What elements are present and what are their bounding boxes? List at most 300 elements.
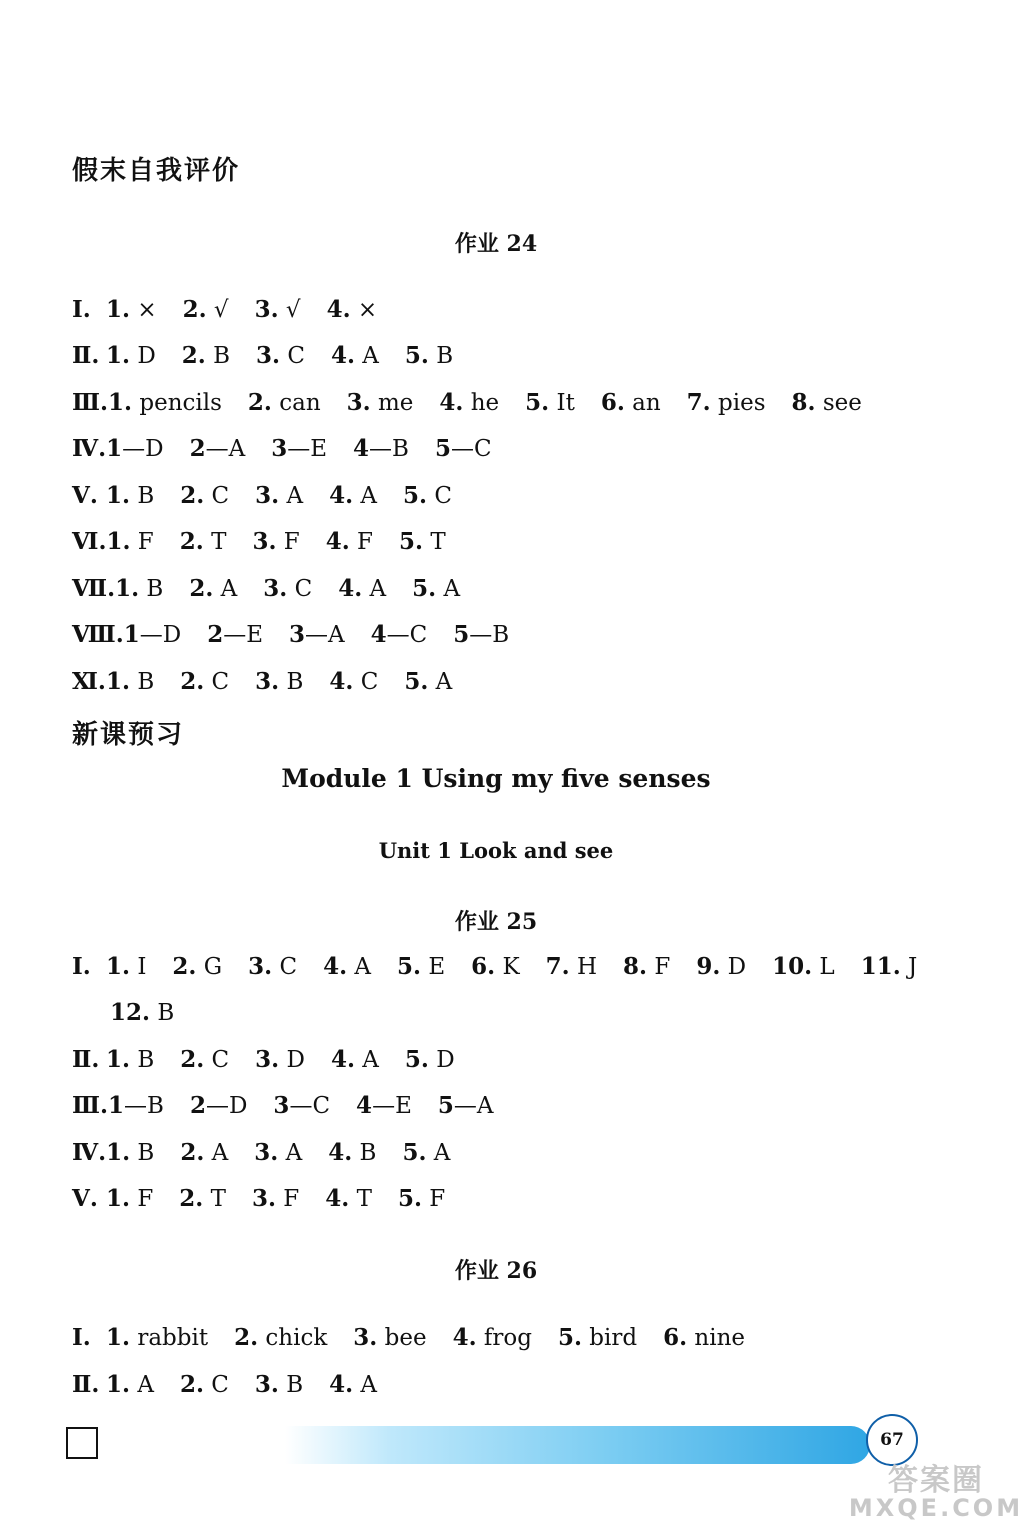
question-number: 1 — [108, 1092, 125, 1119]
question-number: 1. — [106, 1371, 131, 1398]
roman-numeral: Ⅰ. — [72, 953, 91, 980]
answer-item — [180, 1135, 228, 1171]
answer-value: —C — [289, 1093, 331, 1119]
answer-item — [106, 1367, 154, 1403]
roman-numeral: Ⅴ. — [72, 1185, 98, 1212]
question-number: 3. — [255, 1046, 280, 1073]
question-number: 2. — [180, 482, 205, 509]
answer-item — [252, 524, 299, 560]
answer-item — [248, 385, 321, 421]
answer-value: A — [347, 954, 371, 980]
answer-value: B — [139, 576, 164, 602]
answer-item — [183, 292, 229, 328]
answer-value: F — [421, 1186, 446, 1212]
answer-value: A — [130, 1372, 154, 1398]
answer-item — [172, 949, 222, 985]
question-number: 8. — [623, 953, 648, 980]
answer-value: A — [279, 483, 304, 509]
answer-value: F — [130, 529, 154, 555]
answer-value: B — [130, 669, 155, 695]
answer-item — [255, 478, 303, 514]
section-title-review: 假末自我评价 — [72, 156, 241, 186]
answer-item — [558, 1320, 637, 1356]
question-number: 6. — [663, 1324, 688, 1351]
answer-item — [327, 292, 378, 328]
answer-item — [180, 478, 229, 514]
question-number: 3 — [271, 435, 288, 462]
answer-value: pencils — [132, 390, 222, 416]
question-number: 5 — [437, 1092, 454, 1119]
answer-value: F — [647, 954, 671, 980]
question-number: 2. — [189, 575, 214, 602]
answer-item — [207, 617, 263, 653]
answer-item — [255, 664, 303, 700]
answer-value: bee — [377, 1325, 427, 1351]
question-number: 4 — [353, 435, 370, 462]
answer-item — [106, 949, 146, 985]
answer-item — [106, 1320, 208, 1356]
question-number: 3 — [273, 1092, 290, 1119]
question-number: 5. — [404, 1046, 429, 1073]
question-number: 2. — [182, 296, 207, 323]
answer-value: √ — [278, 297, 301, 323]
question-number: 6. — [600, 389, 625, 416]
answer-item — [106, 1181, 153, 1217]
answer-value: H — [569, 954, 598, 980]
answer-value: T — [203, 1186, 226, 1212]
question-number: 4. — [452, 1324, 477, 1351]
question-number: 2. — [179, 1185, 204, 1212]
answer-item — [331, 1042, 379, 1078]
answer-value: C — [204, 1047, 230, 1073]
answer-value: C — [272, 954, 298, 980]
answer-value: —E — [223, 622, 263, 648]
answer-row — [72, 524, 472, 560]
answer-value: J — [900, 954, 918, 980]
answer-value: —D — [139, 622, 182, 648]
answer-item — [289, 617, 345, 653]
answer-value: —C — [450, 436, 492, 462]
answer-value: F — [130, 1186, 154, 1212]
answer-item — [254, 1135, 302, 1171]
answer-value: A — [213, 576, 238, 602]
answer-value: A — [428, 669, 453, 695]
answer-item — [353, 431, 409, 467]
roman-numeral: Ⅷ. — [72, 621, 124, 648]
question-number: 4. — [330, 342, 355, 369]
answer-value: —B — [124, 1093, 164, 1119]
answer-item — [248, 949, 297, 985]
answer-item — [405, 338, 453, 374]
question-number: 1. — [106, 1139, 131, 1166]
answer-item — [601, 385, 661, 421]
answer-value: F — [349, 529, 374, 555]
answer-item — [234, 1320, 327, 1356]
answer-value: I — [130, 954, 147, 980]
question-number: 1. — [108, 389, 133, 416]
homework-title-24: 作业 24 — [454, 231, 538, 257]
answer-row — [72, 949, 943, 985]
question-number: 2. — [247, 389, 272, 416]
answer-value: C — [287, 576, 313, 602]
question-number: 2. — [181, 342, 206, 369]
question-number: 4. — [329, 482, 354, 509]
question-number: 7. — [545, 953, 570, 980]
question-number: 3 — [289, 621, 306, 648]
answer-value: an — [624, 390, 661, 416]
answer-item — [435, 431, 492, 467]
answer-value: A — [354, 343, 379, 369]
answer-item — [255, 1042, 305, 1078]
page-number: 67 — [866, 1414, 918, 1466]
answer-value: A — [353, 1372, 378, 1398]
answer-value: A — [354, 1047, 379, 1073]
answer-value: —B — [369, 436, 409, 462]
question-number: 11. — [860, 953, 901, 980]
answer-item — [338, 571, 386, 607]
question-number: 4 — [356, 1092, 373, 1119]
answer-item — [439, 385, 499, 421]
answer-value: × — [350, 297, 378, 323]
question-number: 3. — [254, 296, 279, 323]
answer-value: —E — [287, 436, 328, 462]
answer-row — [72, 1320, 771, 1356]
roman-numeral: Ⅳ. — [72, 435, 107, 462]
answer-item — [438, 1088, 494, 1124]
answer-value: F — [276, 529, 300, 555]
answer-item — [325, 1181, 372, 1217]
answer-item — [792, 385, 862, 421]
watermark-logo — [846, 1463, 1026, 1532]
roman-numeral: Ⅱ. — [72, 1371, 100, 1398]
roman-numeral: Ⅲ. — [72, 1092, 109, 1119]
answer-item — [271, 431, 327, 467]
answer-item — [108, 1088, 164, 1124]
question-number: 4. — [338, 575, 363, 602]
question-number: 1. — [106, 1046, 131, 1073]
answer-row — [72, 385, 888, 421]
answer-item — [329, 1367, 377, 1403]
answer-item — [106, 524, 153, 560]
roman-numeral: Ⅵ. — [72, 528, 107, 555]
answer-item — [329, 478, 377, 514]
question-number: 1. — [106, 953, 131, 980]
homework-title-26: 作业 26 — [454, 1258, 538, 1284]
question-number: 3. — [248, 953, 273, 980]
page-corner-box — [66, 1427, 98, 1459]
question-number: 1. — [106, 342, 131, 369]
answer-value: B — [352, 1140, 377, 1166]
answer-value: me — [370, 390, 414, 416]
unit-title: Unit 1 Look and see — [378, 838, 614, 863]
answer-value: bird — [582, 1325, 638, 1351]
answer-value: rabbit — [130, 1325, 209, 1351]
answer-value: —A — [205, 436, 246, 462]
answer-row — [72, 664, 478, 700]
answer-item — [453, 1320, 532, 1356]
answer-value: B — [150, 1000, 175, 1026]
answer-item — [471, 949, 520, 985]
answer-item — [124, 617, 181, 653]
answer-value: see — [815, 390, 862, 416]
answer-item — [403, 478, 452, 514]
answer-value: G — [196, 954, 223, 980]
answer-value: B — [130, 1140, 155, 1166]
answer-value: A — [278, 1140, 303, 1166]
roman-numeral: Ⅰ. — [72, 296, 91, 323]
answer-item — [180, 1367, 229, 1403]
answer-value: —C — [386, 622, 428, 648]
answer-item — [371, 617, 428, 653]
answer-row — [72, 431, 518, 467]
answer-row — [72, 478, 478, 514]
answer-item — [399, 524, 446, 560]
answer-value: T — [203, 529, 227, 555]
answer-value: B — [130, 1047, 155, 1073]
answer-value: T — [423, 529, 446, 555]
answer-item — [328, 1135, 376, 1171]
question-number: 3. — [251, 1185, 276, 1212]
answer-item — [108, 385, 222, 421]
answer-value: B — [278, 1372, 304, 1398]
question-number: 1 — [123, 621, 140, 648]
question-number: 5. — [403, 482, 428, 509]
question-number: 1. — [115, 575, 140, 602]
question-number: 2. — [179, 1371, 204, 1398]
answer-row — [72, 292, 403, 328]
answer-value: he — [463, 390, 500, 416]
question-number: 3. — [353, 1324, 378, 1351]
footer-band — [285, 1426, 870, 1464]
answer-item — [347, 385, 414, 421]
question-number: 1. — [106, 296, 131, 323]
answer-value: A — [426, 1140, 451, 1166]
question-number: 4. — [329, 668, 354, 695]
answer-value: C — [204, 483, 230, 509]
question-number: 6. — [471, 953, 496, 980]
question-number: 5 — [434, 435, 451, 462]
question-number: 2 — [207, 621, 224, 648]
answer-value: C — [204, 669, 230, 695]
answer-item — [110, 995, 174, 1031]
roman-numeral: Ⅲ. — [72, 389, 109, 416]
answer-value: D — [428, 1047, 455, 1073]
answer-item — [405, 1042, 455, 1078]
answer-value: —B — [469, 622, 510, 648]
question-number: 12. — [110, 999, 151, 1026]
question-number: 1. — [106, 482, 131, 509]
question-number: 10. — [772, 953, 813, 980]
question-number: 2. — [234, 1324, 259, 1351]
answer-item — [273, 1088, 330, 1124]
answer-value: T — [349, 1186, 372, 1212]
answer-value: A — [362, 576, 387, 602]
question-number: 3. — [255, 482, 280, 509]
answer-value: D — [279, 1047, 305, 1073]
answer-item — [106, 431, 163, 467]
question-number: 2. — [179, 528, 204, 555]
answer-row — [72, 571, 486, 607]
roman-numeral: Ⅴ. — [72, 482, 98, 509]
answer-value: √ — [206, 297, 229, 323]
answer-row — [72, 338, 479, 374]
answer-item — [106, 478, 154, 514]
question-number: 3. — [256, 342, 281, 369]
answer-item — [256, 338, 305, 374]
question-number: 4. — [330, 1046, 355, 1073]
question-number: 4. — [328, 1139, 353, 1166]
question-number: 8. — [791, 389, 816, 416]
section-title-preview: 新课预习 — [72, 720, 185, 750]
answer-item — [182, 338, 230, 374]
answer-value: E — [421, 954, 446, 980]
question-number: 5. — [397, 1185, 422, 1212]
answer-value: —A — [305, 622, 345, 648]
answer-item — [115, 571, 163, 607]
watermark-top: 答案圈 — [888, 1463, 984, 1498]
question-number: 1. — [106, 1185, 131, 1212]
answer-row — [72, 1181, 471, 1217]
question-number: 5. — [557, 1324, 582, 1351]
answer-value: F — [275, 1186, 300, 1212]
roman-numeral: Ⅱ. — [72, 1046, 100, 1073]
question-number: 3. — [346, 389, 371, 416]
answer-item — [180, 524, 227, 560]
answer-value: B — [428, 343, 454, 369]
homework-title-25: 作业 25 — [454, 909, 538, 935]
answer-item — [329, 664, 378, 700]
question-number: 4. — [439, 389, 464, 416]
question-number: 4. — [329, 1371, 354, 1398]
answer-value: —D — [122, 436, 164, 462]
answer-value: nine — [687, 1325, 746, 1351]
answer-value: D — [720, 954, 747, 980]
answer-value: pies — [710, 390, 766, 416]
answer-item — [190, 431, 246, 467]
answer-item — [356, 1088, 412, 1124]
question-number: 4. — [326, 296, 351, 323]
answer-item — [687, 385, 766, 421]
answer-value: C — [280, 343, 305, 369]
watermark-bottom: MXQE.COM — [848, 1494, 1024, 1522]
question-number: 4. — [325, 1185, 350, 1212]
answer-item — [772, 949, 835, 985]
answer-item — [106, 1135, 154, 1171]
question-number: 3. — [263, 575, 288, 602]
roman-numeral: Ⅱ. — [72, 342, 100, 369]
answer-value: C — [203, 1372, 229, 1398]
answer-row — [72, 1367, 403, 1403]
question-number: 9. — [696, 953, 721, 980]
question-number: 1. — [106, 668, 131, 695]
question-number: 3. — [254, 1371, 279, 1398]
answer-item — [106, 664, 154, 700]
roman-numeral: Ⅶ. — [72, 575, 116, 602]
question-number: 2 — [189, 1092, 206, 1119]
question-number: 2. — [180, 668, 205, 695]
answer-value: —A — [453, 1093, 494, 1119]
answer-row — [72, 1135, 476, 1171]
question-number: 5. — [412, 575, 437, 602]
answer-item — [525, 385, 575, 421]
answer-value: D — [130, 343, 156, 369]
answer-item — [861, 949, 918, 985]
answer-value: C — [427, 483, 452, 509]
answer-item — [255, 292, 301, 328]
answer-value: × — [130, 297, 157, 323]
question-number: 2. — [172, 953, 197, 980]
question-number: 3. — [254, 1139, 279, 1166]
answer-value: can — [271, 390, 321, 416]
answer-row — [72, 1042, 481, 1078]
question-number: 4. — [325, 528, 350, 555]
answer-item — [353, 1320, 426, 1356]
answer-value: K — [495, 954, 520, 980]
question-number: 3. — [252, 528, 277, 555]
question-number: 1 — [106, 435, 123, 462]
question-number: 5. — [525, 389, 550, 416]
question-number: 3. — [255, 668, 280, 695]
answer-item — [696, 949, 746, 985]
answer-value: B — [279, 669, 304, 695]
question-number: 5. — [404, 342, 429, 369]
answer-value: C — [353, 669, 379, 695]
answer-item — [180, 1042, 229, 1078]
answer-item — [326, 524, 373, 560]
question-number: 2. — [180, 1046, 205, 1073]
answer-value: L — [812, 954, 835, 980]
answer-row — [72, 1088, 520, 1124]
answer-value: It — [549, 390, 575, 416]
answer-item — [623, 949, 670, 985]
roman-numeral: Ⅳ. — [72, 1139, 107, 1166]
answer-item — [404, 664, 452, 700]
answer-item — [189, 571, 237, 607]
answer-item — [255, 1367, 303, 1403]
question-number: 5. — [399, 528, 424, 555]
answer-item — [106, 1042, 154, 1078]
question-number: 2. — [180, 1139, 205, 1166]
question-number: 4 — [370, 621, 387, 648]
answer-item — [546, 949, 597, 985]
answer-item — [106, 292, 157, 328]
question-number: 5. — [397, 953, 422, 980]
answer-row — [72, 617, 535, 653]
answer-value: —D — [205, 1093, 248, 1119]
question-number: 7. — [686, 389, 711, 416]
question-number: 5. — [404, 668, 429, 695]
answer-item — [106, 338, 156, 374]
answer-item — [663, 1320, 745, 1356]
answer-item — [412, 571, 460, 607]
answer-row — [110, 995, 200, 1031]
question-number: 1. — [106, 1324, 131, 1351]
answer-value: A — [436, 576, 461, 602]
question-number: 5 — [453, 621, 470, 648]
answer-value: A — [353, 483, 378, 509]
roman-numeral: Ⅰ. — [72, 1324, 91, 1351]
answer-value: B — [130, 483, 155, 509]
answer-value: B — [205, 343, 231, 369]
answer-item — [397, 949, 445, 985]
question-number: 5. — [402, 1139, 427, 1166]
answer-value: —E — [372, 1093, 412, 1119]
answer-item — [453, 617, 509, 653]
question-number: 4. — [323, 953, 348, 980]
question-number: 1. — [106, 528, 131, 555]
answer-item — [252, 1181, 299, 1217]
module-title: Module 1 Using my five senses — [281, 764, 711, 793]
